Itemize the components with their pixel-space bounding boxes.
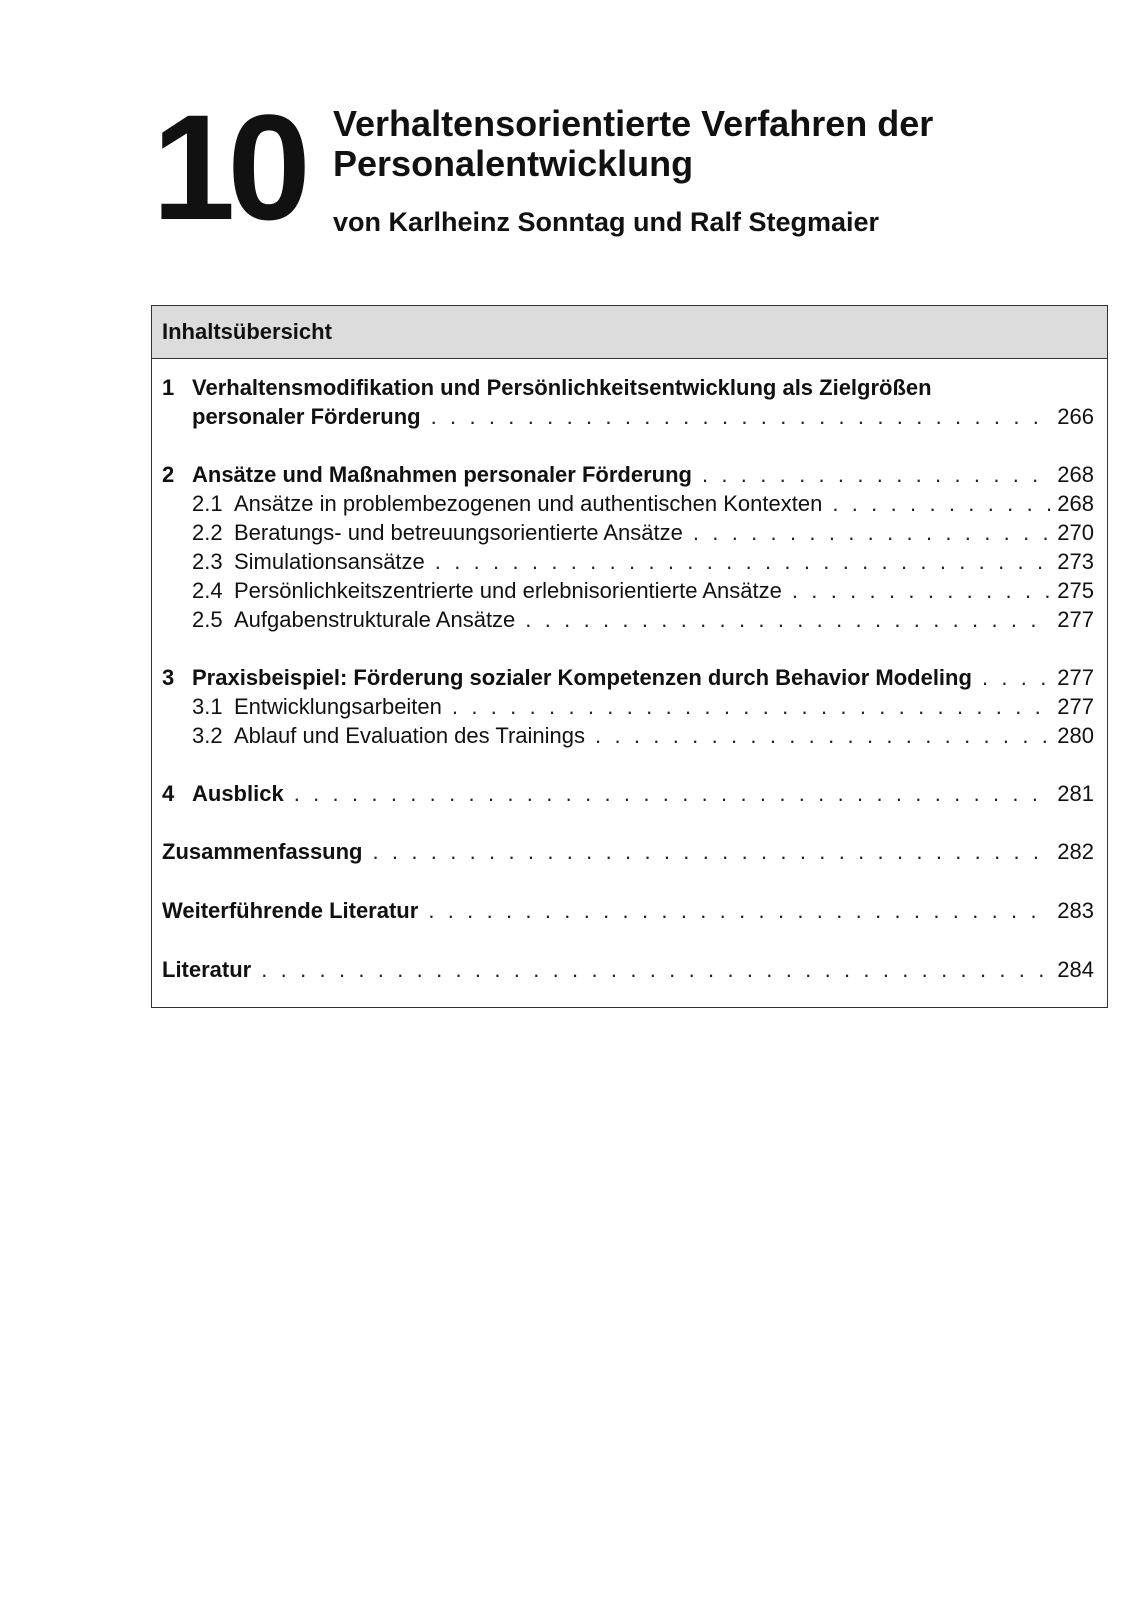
toc-entry-3[interactable] [162, 663, 1094, 693]
toc-entry-further-reading[interactable] [162, 896, 1094, 926]
toc-page-number: 273 [1057, 549, 1094, 574]
toc-entry-3-1[interactable] [162, 692, 1094, 722]
toc-entry-2[interactable] [162, 460, 1094, 490]
toc-entry-title: Ansätze und Maßnahmen personaler Förderung [192, 462, 692, 487]
toc-page-number: 283 [1057, 898, 1094, 923]
toc-page-number: 275 [1057, 578, 1094, 603]
table-of-contents [151, 305, 1108, 1008]
toc-page-number: 268 [1057, 462, 1094, 487]
toc-entry-title: Zusammenfassung [162, 839, 363, 864]
toc-page-number: 281 [1057, 781, 1094, 806]
toc-entry-title: Literatur [162, 957, 252, 982]
toc-entry-1-line2[interactable] [162, 402, 1094, 432]
toc-entry-title: Ablauf und Evaluation des Trainings [234, 723, 586, 748]
dot-leader [585, 721, 1051, 751]
toc-entry-literature[interactable] [162, 955, 1094, 985]
toc-page-number: 280 [1057, 723, 1094, 748]
toc-entry-summary[interactable] [162, 837, 1094, 867]
chapter-title: Verhaltensorientierte Verfahren der Personalentwicklung [333, 103, 934, 184]
toc-page-number: 277 [1057, 665, 1094, 690]
toc-entry-number: 2.3 [192, 549, 223, 574]
toc-page-number: 282 [1057, 839, 1094, 864]
toc-entry-title: Verhaltensmodifikation und Persönlichkeitsentwicklung als Zielgrößen [192, 375, 932, 400]
toc-entry-2-3[interactable] [162, 547, 1094, 577]
toc-entry-title: Ausblick [192, 781, 284, 806]
dot-leader [782, 576, 1051, 606]
toc-entry-title: Simulationsansätze [234, 549, 425, 574]
toc-entry-title: Ansätze in problembezogenen und authentischen Kontexten [234, 491, 823, 516]
toc-entry-number: 1 [162, 375, 175, 400]
toc-entry-2-4[interactable] [162, 576, 1094, 606]
dot-leader [421, 402, 1052, 432]
dot-leader [515, 605, 1051, 635]
toc-entry-number: 2 [162, 462, 175, 487]
dot-leader [363, 837, 1052, 867]
toc-page-number: 277 [1057, 694, 1094, 719]
toc-entry-title: Praxisbeispiel: Förderung sozialer Kompetenzen durch Behavior Modeling [192, 665, 972, 690]
toc-entry-2-1[interactable] [162, 489, 1094, 519]
toc-entry-title: Entwicklungsarbeiten [234, 694, 442, 719]
toc-page-number: 277 [1057, 607, 1094, 632]
toc-entry-number: 2.4 [192, 578, 223, 603]
dot-leader [251, 955, 1051, 985]
toc-entry-number: 3.1 [192, 694, 223, 719]
toc-entry-number: 3 [162, 665, 175, 690]
dot-leader [442, 692, 1051, 722]
toc-page-number: 266 [1057, 404, 1094, 429]
chapter-authors: von Karlheinz Sonntag und Ralf Stegmaier [333, 207, 880, 237]
dot-leader [822, 489, 1051, 519]
dot-leader [425, 547, 1052, 577]
dot-leader [692, 460, 1051, 490]
toc-entry-number: 3.2 [192, 723, 223, 748]
toc-entry-number: 2.5 [192, 607, 223, 632]
dot-leader [972, 663, 1051, 693]
dot-leader [683, 518, 1051, 548]
dot-leader [284, 779, 1052, 809]
toc-entry-3-2[interactable] [162, 721, 1094, 751]
toc-entry-number: 4 [162, 781, 175, 806]
toc-entry-1-line1[interactable] [162, 373, 1094, 403]
toc-entry-2-5[interactable] [162, 605, 1094, 635]
toc-entry-number: 2.2 [192, 520, 223, 545]
toc-page-number: 284 [1057, 957, 1094, 982]
toc-page-number: 270 [1057, 520, 1094, 545]
chapter-number: 10 [152, 83, 303, 251]
toc-entry-title: Weiterführende Literatur [162, 898, 419, 923]
toc-entry-number: 2.1 [192, 491, 223, 516]
toc-heading: Inhaltsübersicht [152, 306, 1107, 359]
toc-entry-title: Beratungs- und betreuungsorientierte Ansätze [234, 520, 683, 545]
toc-entry-title: Persönlichkeitszentrierte und erlebnisorientierte Ansätze [234, 578, 782, 603]
toc-entry-title: personaler Förderung [192, 404, 421, 429]
dot-leader [418, 896, 1051, 926]
toc-entry-4[interactable] [162, 779, 1094, 809]
toc-entry-title: Aufgabenstrukturale Ansätze [234, 607, 516, 632]
toc-page-number: 268 [1057, 491, 1094, 516]
toc-entry-2-2[interactable] [162, 518, 1094, 548]
